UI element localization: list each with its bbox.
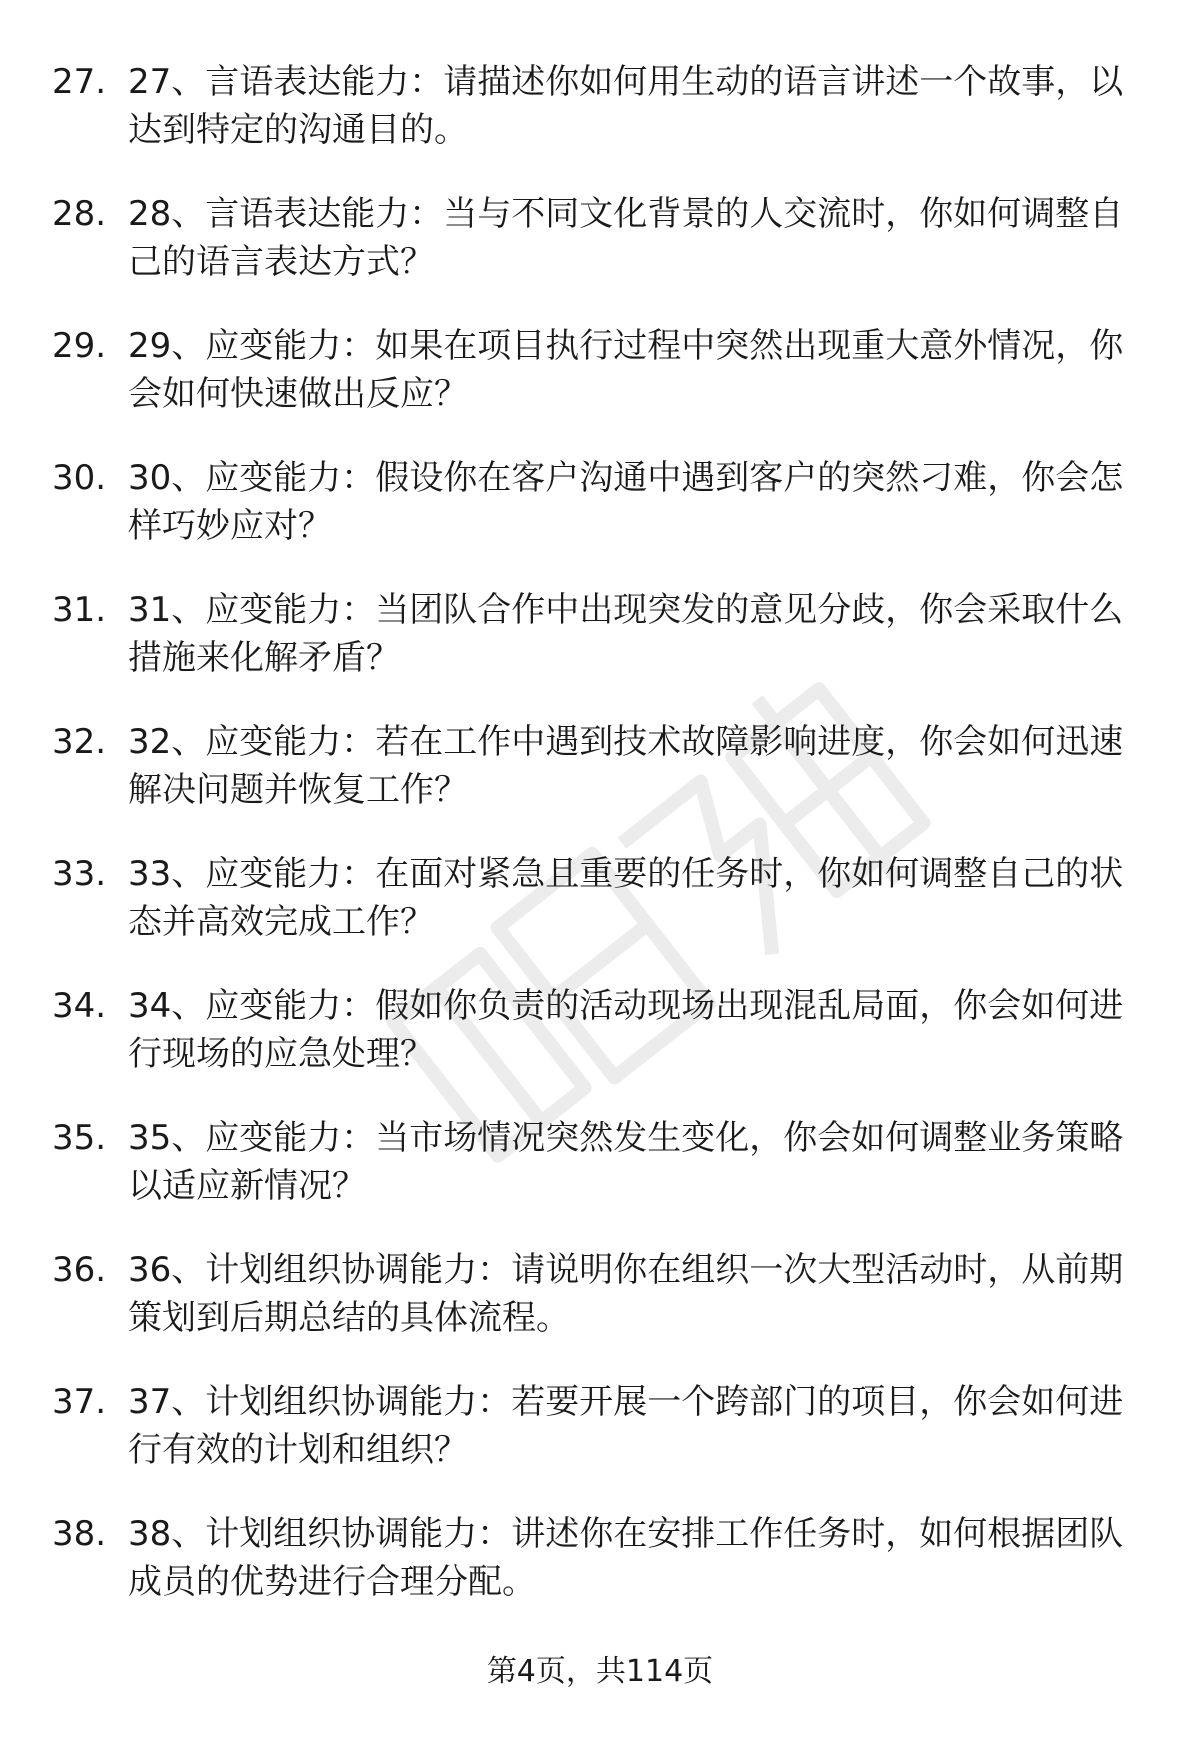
item-text: 30、应变能力：假设你在客户沟通中遇到客户的突然刁难，你会怎样巧妙应对？: [128, 458, 1124, 546]
item-text: 38、计划组织协调能力：讲述你在安排工作任务时，如何根据团队成员的优势进行合理分配。: [128, 1514, 1124, 1602]
item-number: 27.: [52, 62, 107, 102]
list-item: [52, 454, 1152, 586]
item-text: 27、言语表达能力：请描述你如何用生动的语言讲述一个故事，以达到特定的沟通目的。: [128, 62, 1124, 150]
item-number: 36.: [52, 1250, 107, 1290]
item-number: 28.: [52, 194, 107, 234]
item-number: 32.: [52, 722, 107, 762]
item-text: 35、应变能力：当市场情况突然发生变化，你会如何调整业务策略以适应新情况？: [128, 1118, 1124, 1206]
list-item: [52, 586, 1152, 718]
question-list: [52, 58, 1152, 1642]
list-item: [52, 58, 1152, 190]
page-footer: 第4页，共114页: [486, 1654, 714, 1689]
item-text: 29、应变能力：如果在项目执行过程中突然出现重大意外情况，你会如何快速做出反应？: [128, 326, 1124, 414]
item-text: 31、应变能力：当团队合作中出现突发的意见分歧，你会采取什么措施来化解矛盾？: [128, 590, 1124, 678]
list-item: [52, 1510, 1152, 1642]
item-number: 37.: [52, 1382, 107, 1422]
list-item: [52, 850, 1152, 982]
item-text: 36、计划组织协调能力：请说明你在组织一次大型活动时，从前期策划到后期总结的具体流程。: [128, 1250, 1124, 1338]
list-item: [52, 322, 1152, 454]
item-number: 34.: [52, 986, 107, 1026]
item-text: 28、言语表达能力：当与不同文化背景的人交流时，你如何调整自己的语言表达方式？: [128, 194, 1124, 282]
item-number: 30.: [52, 458, 107, 498]
item-text: 37、计划组织协调能力：若要开展一个跨部门的项目，你会如何进行有效的计划和组织？: [128, 1382, 1124, 1470]
list-item: [52, 1114, 1152, 1246]
item-number: 35.: [52, 1118, 107, 1158]
item-text: 33、应变能力：在面对紧急且重要的任务时，你如何调整自己的状态并高效完成工作？: [128, 854, 1124, 942]
list-item: [52, 1378, 1152, 1510]
item-number: 33.: [52, 854, 107, 894]
list-item: [52, 718, 1152, 850]
list-item: [52, 982, 1152, 1114]
item-text: 34、应变能力：假如你负责的活动现场出现混乱局面，你会如何进行现场的应急处理？: [128, 986, 1124, 1074]
list-item: [52, 1246, 1152, 1378]
item-number: 29.: [52, 326, 107, 366]
item-text: 32、应变能力：若在工作中遇到技术故障影响进度，你会如何迅速解决问题并恢复工作？: [128, 722, 1124, 810]
item-number: 38.: [52, 1514, 107, 1554]
list-item: [52, 190, 1152, 322]
item-number: 31.: [52, 590, 107, 630]
